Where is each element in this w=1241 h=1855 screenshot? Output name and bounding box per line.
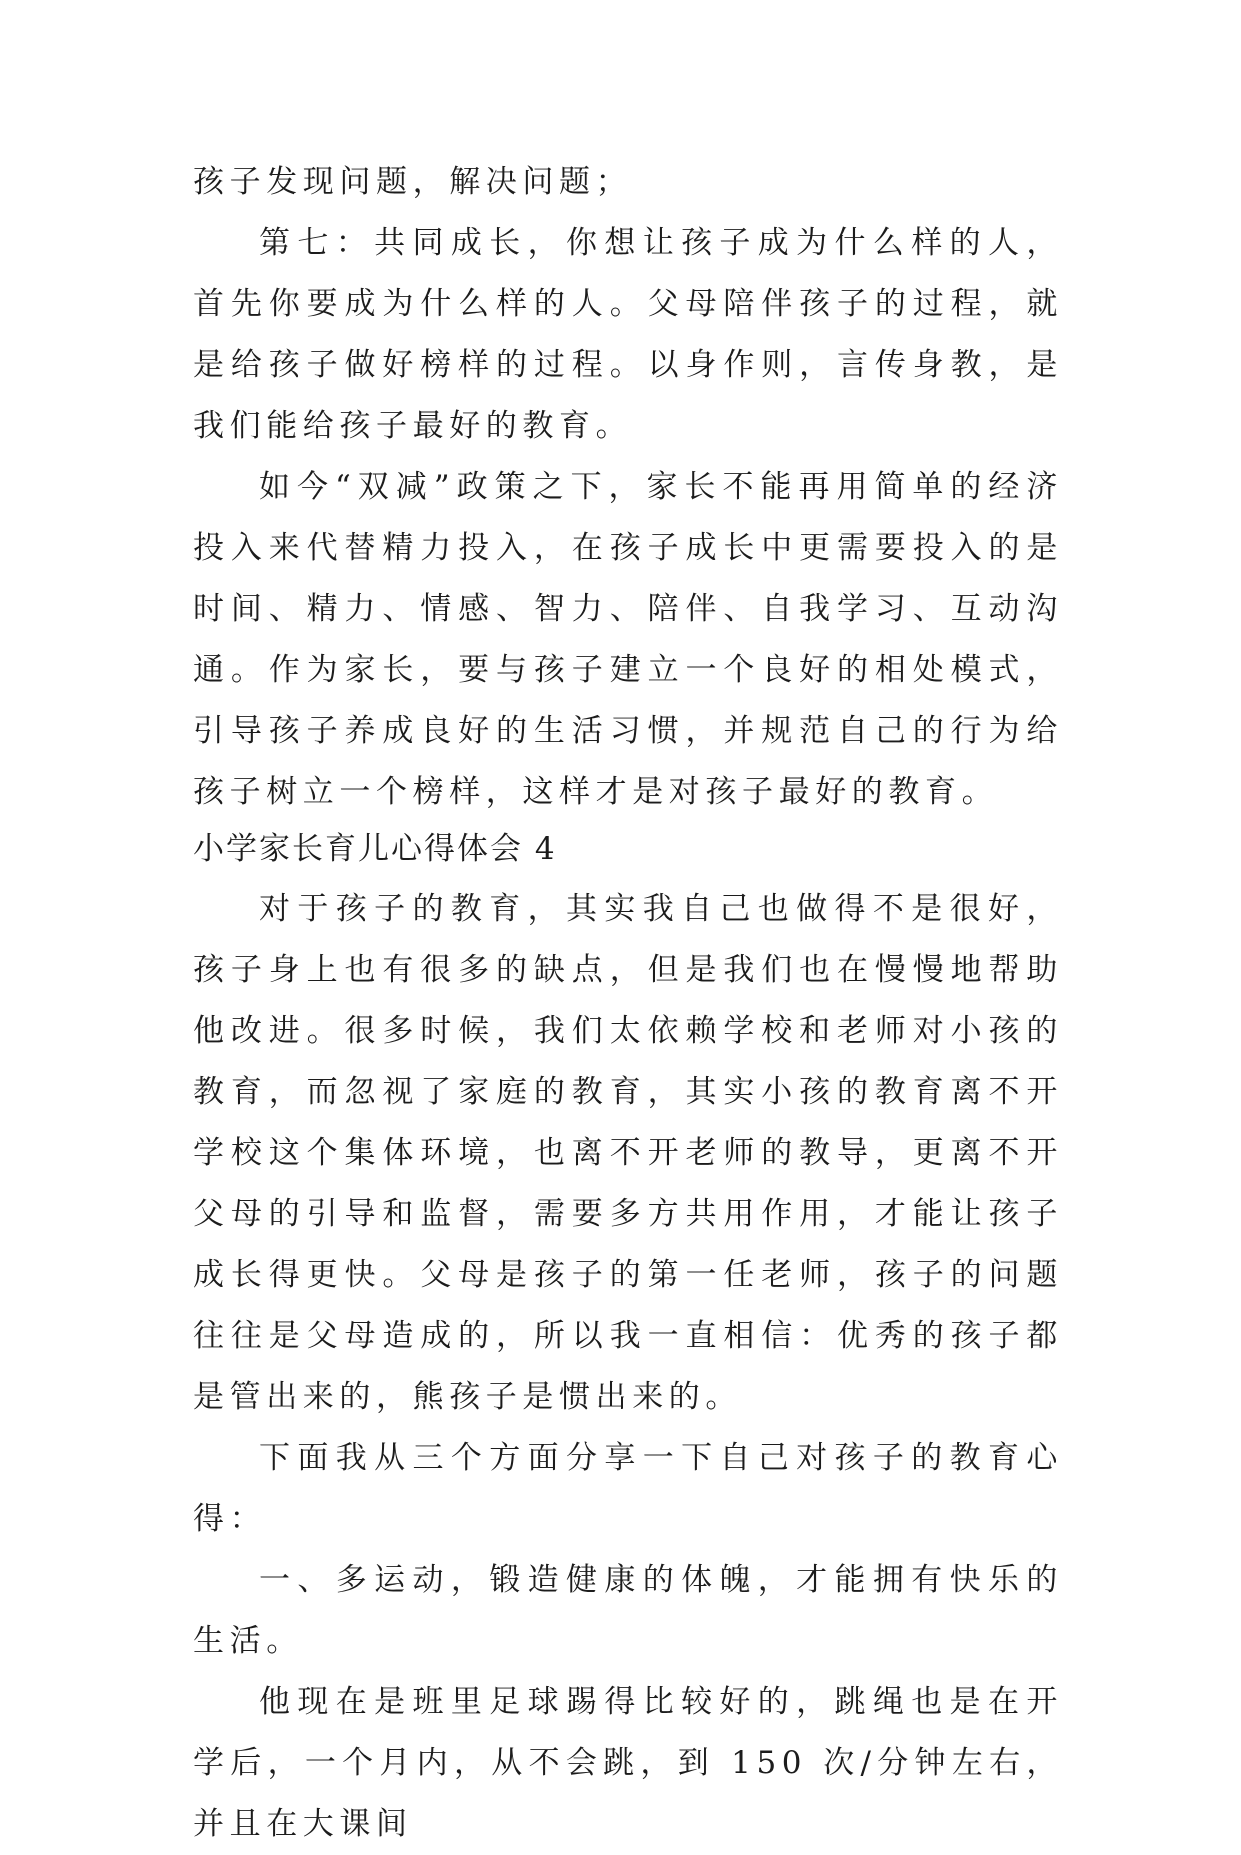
paragraph-continuation: 孩子发现问题，解决问题； [193, 164, 633, 200]
paragraph-three-aspects: 下面我从三个方面分享一下自己对孩子的教育心得： [193, 1440, 1063, 1537]
paragraph-double-reduction: 如今“双减”政策之下，家长不能再用简单的经济投入来代替精力投入，在孩子成长中更需要投入的是时间、精力、情感、智力、陪伴、自我学习、互动沟通。作为家长，要与孩子建立一个良好的相处模式，引导孩子养成良好的生活习惯，并规范自己的行为给孩子树立一个榜样，这样才是对孩子最好的教育。 [193, 469, 1063, 810]
paragraph-point-one: 一、多运动，锻造健康的体魄，才能拥有快乐的生活。 [193, 1562, 1063, 1659]
paragraph-seventh-point: 第七：共同成长，你想让孩子成为什么样的人，首先你要成为什么样的人。父母陪伴孩子的过程，就是给孩子做好榜样的过程。以身作则，言传身教，是我们能给孩子最好的教育。 [193, 225, 1063, 444]
paragraph-education-intro: 对于孩子的教育，其实我自己也做得不是很好，孩子身上也有很多的缺点，但是我们也在慢慢地帮助他改进。很多时候，我们太依赖学校和老师对小孩的教育，而忽视了家庭的教育，其实小孩的教育离不开学校这个集体环境，也离不开老师的教导，更离不开父母的引导和监督，需要多方共用作用，才能让孩子成长得更快。父母是孩子的第一任老师，孩子的问题往往是父母造成的，所以我一直相信：优秀的孩子都是管出来的，熊孩子是惯出来的。 [193, 891, 1063, 1415]
section-heading: 小学家长育儿心得体会 4 [193, 831, 557, 867]
paragraph-sports: 他现在是班里足球踢得比较好的，跳绳也是在开学后，一个月内，从不会跳，到 150 次/分钟左右，并且在大课间 [193, 1684, 1063, 1842]
